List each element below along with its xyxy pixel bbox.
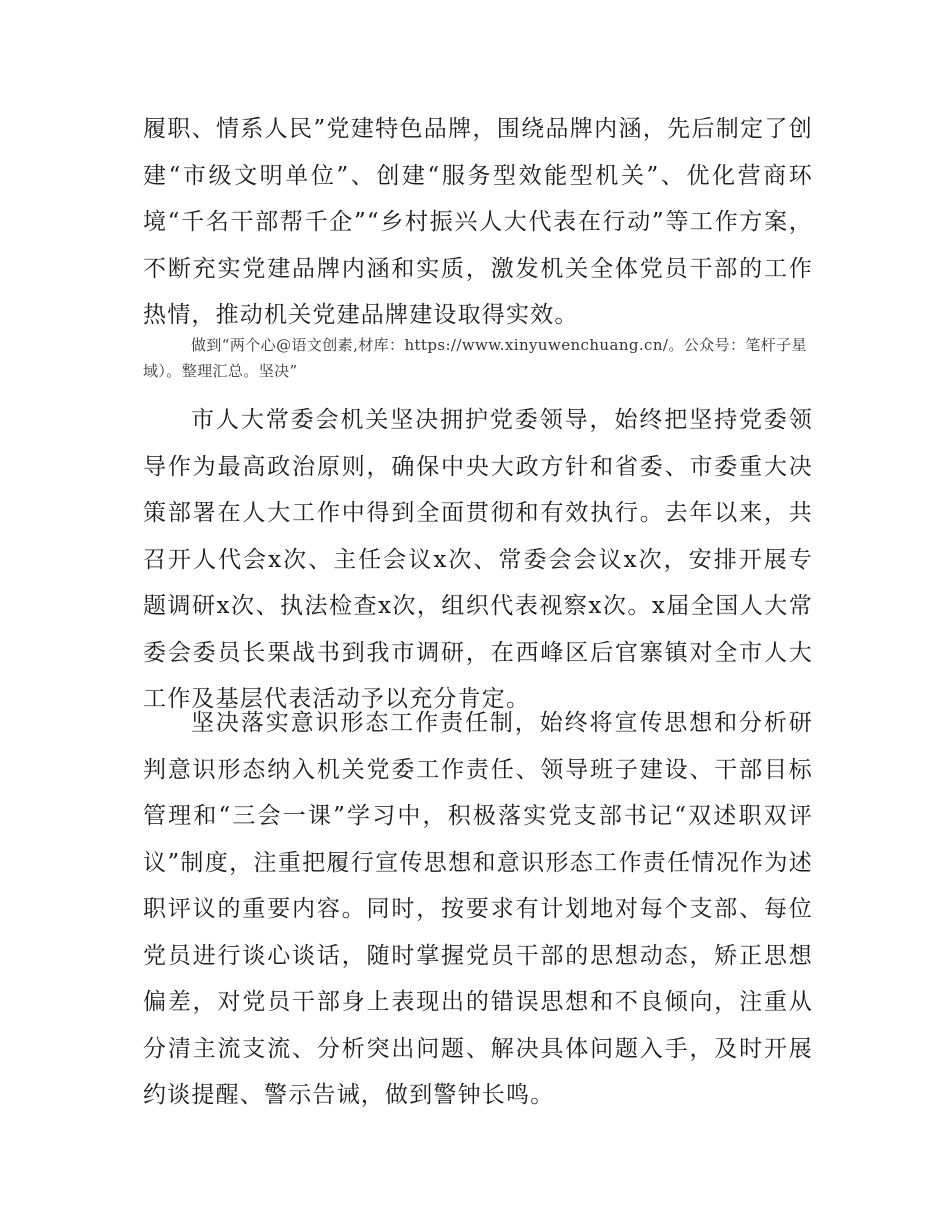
paragraph-2: 市人大常委会机关坚决拥护党委领导，始终把坚持党委领导作为最高政治原则，确保中央大政方针和省委、市委重大决策部署在人大工作中得到全面贯彻和有效执行。去年以来，共召开人代会x次、主任会议x次、常委会会议x次，安排开展专题调研x次、执法检查x次，组织代表视察x次。x届全国人大常委会委员长栗战书到我市调研，在西峰区后官寨镇对全市人大工作及基层代表活动予以充分肯定。: [143, 407, 813, 712]
paragraph-3: 坚决落实意识形态工作责任制，始终将宣传思想和分析研判意识形态纳入机关党委工作责任、领导班子建设、干部目标管理和“三会一课”学习中，积极落实党支部书记“双述职双评议”制度，注重把履行宣传思想和意识形态工作责任情况作为述职评议的重要内容。同时，按要求有计划地对每个支部、每位党员进行谈心谈话，随时掌握党员干部的思想动态，矫正思想偏差，对党员干部身上表现出的错误思想和不良倾向，注重从分清主流支流、分析突出问题、解决具体问题入手，及时开展约谈提醒、警示告诫，做到警钟长鸣。: [143, 710, 813, 1108]
paragraph-1: 履职、情系人民”党建特色品牌，围绕品牌内涵，先后制定了创建“市级文明单位”、创建“服务型效能型机关”、优化营商环境“千名干部帮千企”“乡村振兴人大代表在行动”等工作方案，不断充实党建品牌内涵和实质，激发机关全体党员干部的工作热情，推动机关党建品牌建设取得实效。: [143, 116, 813, 328]
source-note: 做到“两个心@语文创素,材库：https://www.xinyuwenchuang.cn/。公众号：笔杆子星域）。整理汇总。坚决”: [143, 336, 807, 380]
